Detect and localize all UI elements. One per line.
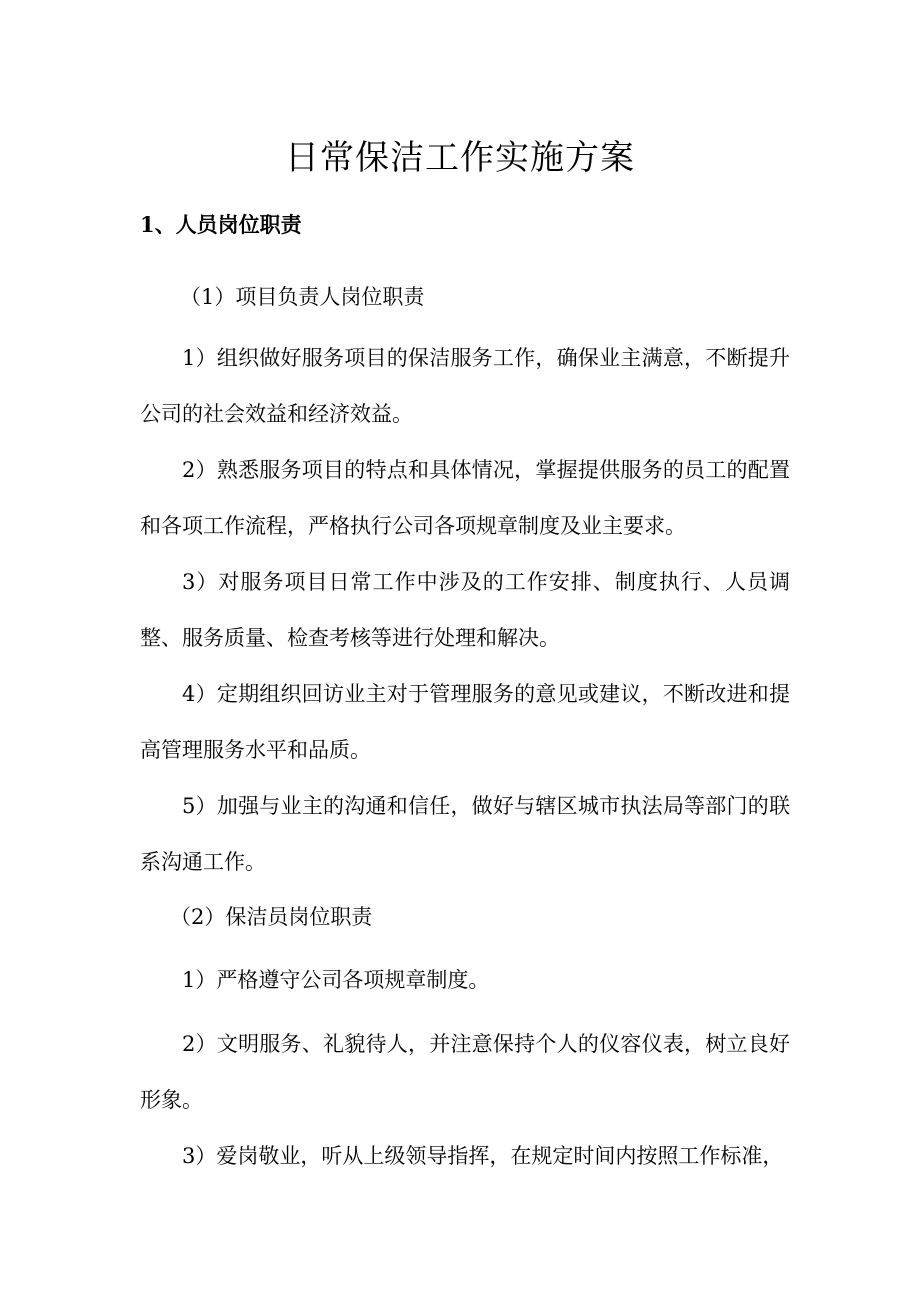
duty-item: 4）定期组织回访业主对于管理服务的意见或建议，不断改进和提高管理服务水平和品质。 <box>140 682 790 762</box>
section-heading: 1、人员岗位职责 <box>140 212 302 237</box>
duty-item: 3）对服务项目日常工作中涉及的工作安排、制度执行、人员调整、服务质量、检查考核等进行处理和解决。 <box>140 570 790 650</box>
duty-item: 2）文明服务、礼貌待人，并注意保持个人的仪容仪表，树立良好形象。 <box>140 1032 790 1112</box>
duty-item: 3）爱岗敬业，听从上级领导指挥，在规定时间内按照工作标准， <box>182 1144 784 1168</box>
document-title: 日常保洁工作实施方案 <box>285 138 635 178</box>
duty-item: 2）熟悉服务项目的特点和具体情况，掌握提供服务的员工的配置和各项工作流程，严格执行公司各项规章制度及业主要求。 <box>140 458 790 538</box>
duty-item: 1）组织做好服务项目的保洁服务工作，确保业主满意，不断提升公司的社会效益和经济效益。 <box>140 346 790 426</box>
duty-item: 5）加强与业主的沟通和信任，做好与辖区城市执法局等部门的联系沟通工作。 <box>140 794 790 874</box>
subsection-heading-cleaner: （2）保洁员岗位职责 <box>170 905 373 929</box>
subsection-heading-project-manager: （1）项目负责人岗位职责 <box>180 285 425 309</box>
duty-item: 1）严格遵守公司各项规章制度。 <box>182 968 490 992</box>
